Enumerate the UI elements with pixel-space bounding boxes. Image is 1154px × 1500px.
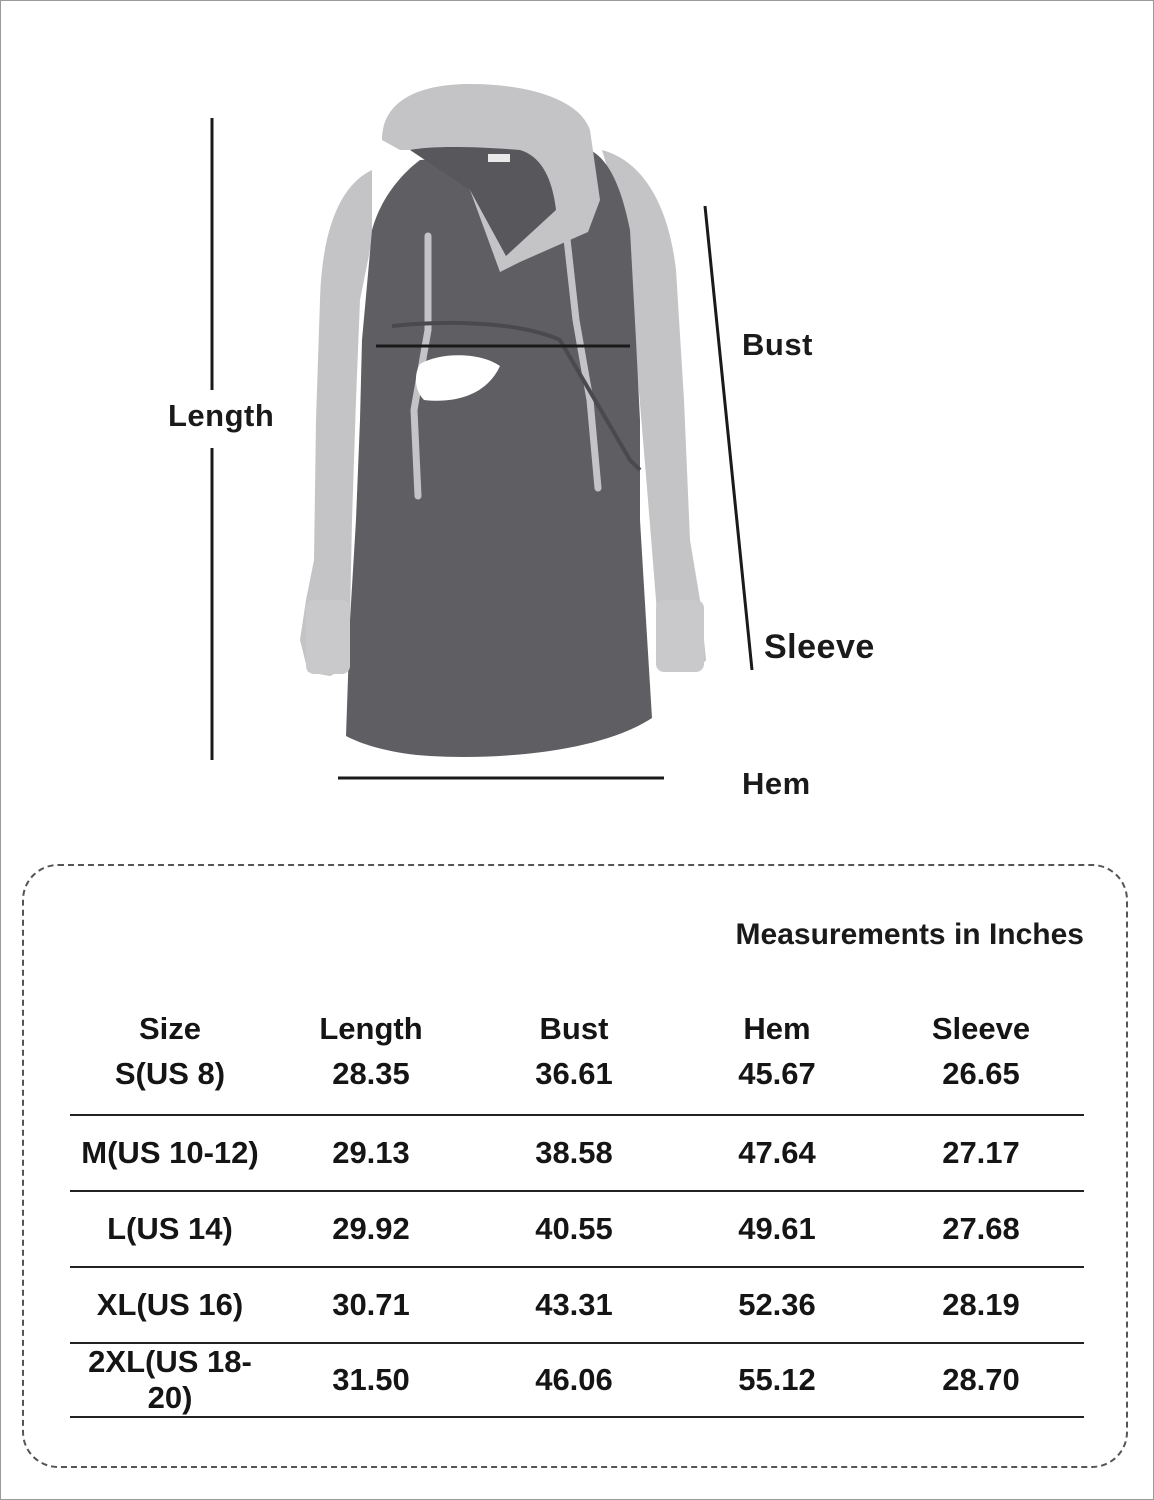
cell-hem: 47.64 <box>738 1135 816 1170</box>
length-label: Length <box>168 398 275 433</box>
header-bust: Bust <box>539 1011 609 1046</box>
cell-length: 29.13 <box>332 1135 410 1170</box>
cell-length: 29.92 <box>332 1211 410 1246</box>
cell-bust: 40.55 <box>535 1211 613 1246</box>
cell-bust: 46.06 <box>535 1362 613 1397</box>
left-cuff <box>306 600 350 674</box>
header-hem: Hem <box>743 1011 811 1046</box>
cell-bust: 43.31 <box>535 1287 613 1322</box>
cell-size: L(US 14) <box>107 1211 233 1246</box>
cell-size: 2XL(US 18-20) <box>88 1344 252 1415</box>
cell-sleeve: 28.70 <box>942 1362 1020 1397</box>
cell-sleeve: 27.68 <box>942 1211 1020 1246</box>
table-header-row <box>70 1006 1084 1052</box>
cell-sleeve: 28.19 <box>942 1287 1020 1322</box>
units-caption: Measurements in Inches <box>735 918 1084 951</box>
right-cuff <box>656 600 704 672</box>
sleeve-label: Sleeve <box>764 628 875 666</box>
table-row <box>70 1052 1084 1114</box>
sleeve-line <box>705 206 752 670</box>
header-sleeve: Sleeve <box>931 1011 1031 1046</box>
header-length: Length <box>319 1011 423 1046</box>
cell-size: M(US 10-12) <box>81 1135 259 1170</box>
hem-label: Hem <box>742 766 811 801</box>
table-row <box>70 1190 1084 1266</box>
cell-bust: 36.61 <box>535 1056 613 1091</box>
table-row <box>70 1114 1084 1190</box>
cell-hem: 49.61 <box>738 1211 816 1246</box>
cell-length: 31.50 <box>332 1362 410 1397</box>
cell-length: 30.71 <box>332 1287 410 1322</box>
table-row <box>70 1266 1084 1342</box>
cell-sleeve: 27.17 <box>942 1135 1020 1170</box>
bust-label: Bust <box>742 327 813 362</box>
cell-size: S(US 8) <box>114 1056 226 1091</box>
size-chart-table <box>70 1006 1084 1418</box>
cell-hem: 55.12 <box>738 1362 816 1397</box>
cell-hem: 45.67 <box>738 1056 816 1091</box>
cell-bust: 38.58 <box>535 1135 613 1170</box>
brand-tag <box>488 154 510 162</box>
table-row <box>70 1342 1084 1418</box>
cell-length: 28.35 <box>332 1056 410 1091</box>
header-size: Size <box>138 1011 202 1046</box>
cell-sleeve: 26.65 <box>942 1056 1020 1091</box>
cell-hem: 52.36 <box>738 1287 816 1322</box>
cell-size: XL(US 16) <box>96 1287 244 1322</box>
